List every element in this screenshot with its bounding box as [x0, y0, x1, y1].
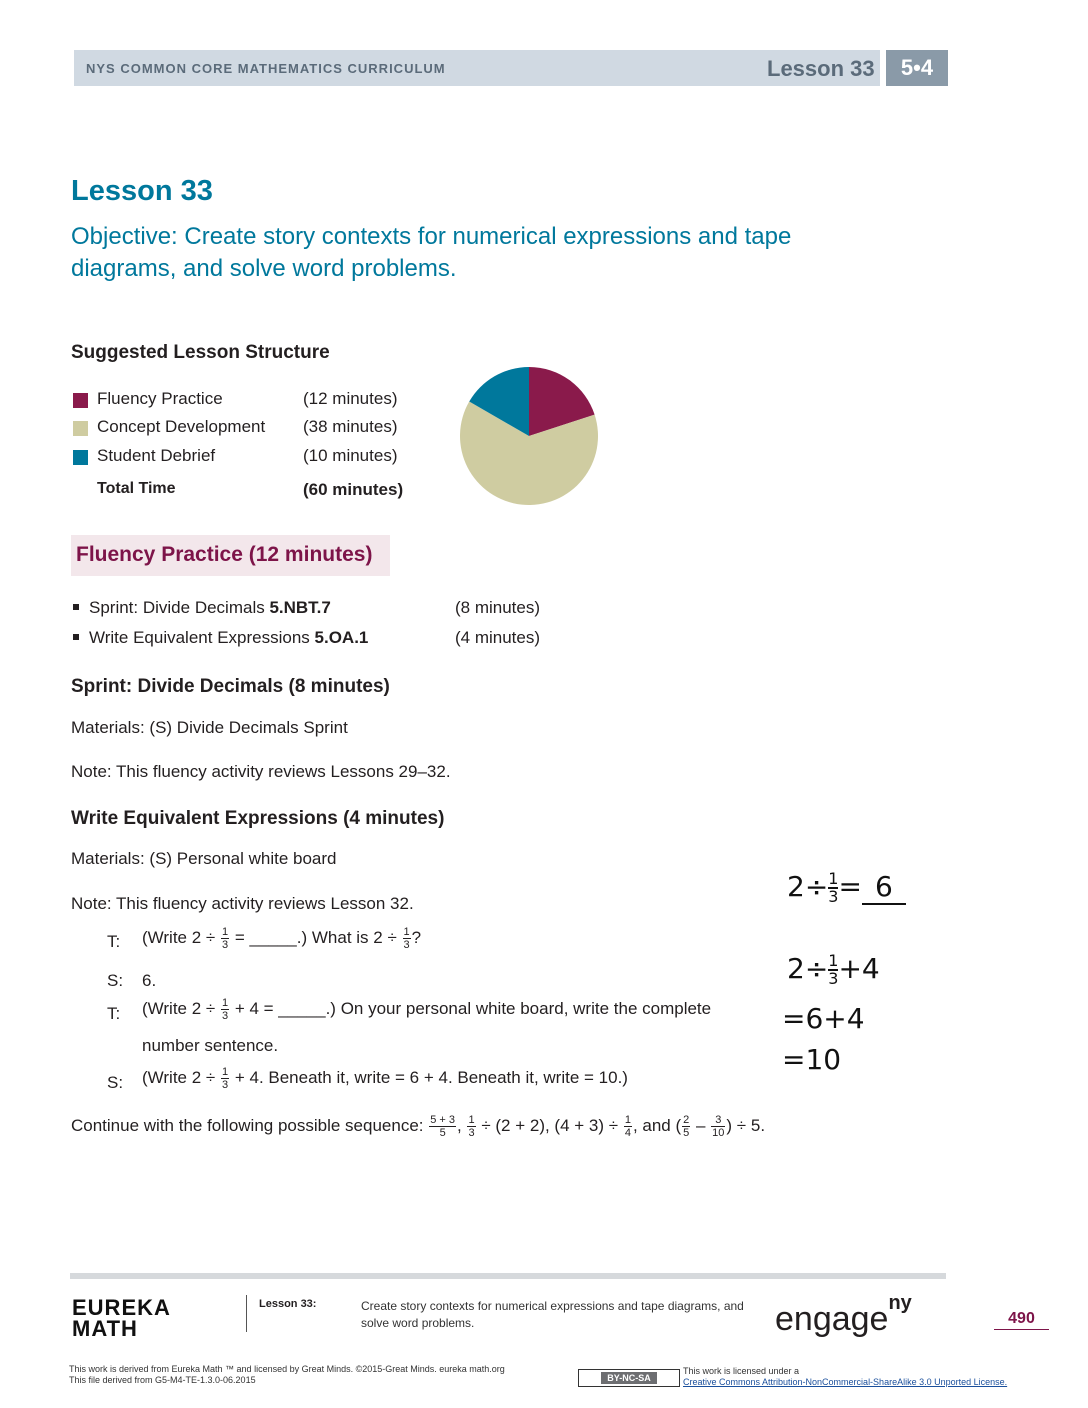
legend-time: (38 minutes) — [303, 417, 398, 436]
wee-note: Note: This fluency activity reviews Lesson 32. — [71, 894, 414, 913]
fraction-one-third: $\frac{1}{3}$ — [403, 926, 410, 951]
fraction-one-fourth: $\frac{1}{4}$ — [624, 1114, 631, 1139]
fraction-three-tenths: $\frac{3}{10}$ — [712, 1114, 725, 1139]
fraction-one-third: $\frac{1}{3}$ — [468, 1114, 475, 1139]
legend-label: Concept Development — [97, 417, 266, 436]
dialogue-s1: 6. — [142, 971, 157, 990]
handwriting-line-1: 2÷ $\frac{1}{3}$ = 6 — [787, 870, 906, 905]
speaker-label: S: — [107, 971, 124, 990]
bullet-icon — [73, 634, 79, 640]
module-badge: 5•4 — [886, 50, 948, 86]
speaker-label: T: — [107, 932, 121, 951]
page-number: 490 — [994, 1310, 1049, 1330]
creative-commons-badge: BY-NC-SA — [578, 1369, 680, 1387]
dialogue-text: ? — [411, 927, 422, 947]
speaker-label: T: — [107, 1004, 121, 1023]
legend-label: Fluency Practice — [97, 389, 223, 408]
footer-divider — [246, 1295, 247, 1332]
dialogue-text: + 4. Beneath it, write = 6 + 4. Beneath it, write = 10.) — [230, 1067, 628, 1087]
footer-lesson: Lesson 33: — [259, 1298, 317, 1310]
sprint-heading: Sprint: Divide Decimals (8 minutes) — [71, 676, 390, 697]
fluency-item-text: Sprint: Divide Decimals — [89, 598, 270, 617]
wee-materials: Materials: (S) Personal white board — [71, 849, 337, 868]
curriculum-label: NYS COMMON CORE MATHEMATICS CURRICULUM — [86, 61, 446, 76]
license-link[interactable]: Creative Commons Attribution-NonCommercial-ShareAlike 3.0 Unported License. — [683, 1377, 1008, 1387]
sprint-materials: Materials: (S) Divide Decimals Sprint — [71, 718, 348, 737]
sequence-text: Continue with the following possible sequence: — [71, 1115, 429, 1135]
fluency-item-time: (4 minutes) — [455, 628, 541, 647]
legend-swatch — [73, 450, 88, 465]
handwritten-fraction: $\frac{1}{3}$ — [828, 951, 839, 988]
fluency-item-text: Write Equivalent Expressions — [89, 628, 315, 647]
license-text: This work is licensed under a Creative Commons Attribution-NonCommercial-ShareAlike 3.0 Unported License. — [683, 1366, 1008, 1387]
header-lesson: Lesson 33 — [767, 56, 875, 81]
speaker-label: S: — [107, 1073, 124, 1092]
legend-label: Student Debrief — [97, 446, 216, 465]
fluency-item-expressions — [73, 628, 541, 648]
legend-time: (10 minutes) — [303, 446, 398, 465]
handwriting-line-4: =10 — [782, 1043, 842, 1076]
dialogue-t2 — [142, 997, 711, 1022]
engageny-logo: engage$^{ny}$ — [775, 1292, 912, 1338]
fraction-one-third: $\frac{1}{3}$ — [221, 997, 229, 1022]
fraction-five-plus-three-over-five: $\frac{5 + 3}{5}$ — [430, 1114, 456, 1139]
continue-sequence — [71, 1114, 765, 1139]
dialogue-text: (Write 2 ÷ — [142, 927, 220, 947]
fluency-item-standard: 5.NBT.7 — [269, 598, 331, 617]
handwritten-fraction: $\frac{1}{3}$ — [828, 869, 839, 906]
dialogue-text: = _____.) What is 2 ÷ — [230, 927, 402, 947]
legend-swatch — [73, 421, 88, 436]
bullet-icon — [73, 604, 79, 610]
fluency-heading: Fluency Practice (12 minutes) — [76, 543, 373, 566]
fraction-one-third: $\frac{1}{3}$ — [221, 926, 229, 951]
dialogue-t2-line2: number sentence. — [142, 1036, 279, 1055]
sequence-text: , and ( — [632, 1115, 682, 1135]
fluency-item-time: (8 minutes) — [455, 598, 541, 617]
dialogue-t1 — [142, 926, 421, 951]
handwriting-line-3: =6+4 — [782, 1002, 865, 1035]
fluency-item-sprint — [73, 598, 541, 618]
wee-heading: Write Equivalent Expressions (4 minutes) — [71, 808, 445, 829]
objective: Objective: Create story contexts for numerical expressions and tape diagrams, and solve word problems. — [71, 223, 792, 282]
total-time: (60 minutes) — [303, 480, 404, 499]
footer-rule — [70, 1273, 946, 1279]
legend-swatch — [73, 393, 88, 408]
legend-time: (12 minutes) — [303, 389, 398, 408]
footer-description: Create story contexts for numerical expressions and tape diagrams, and solve word problems. — [361, 1299, 744, 1330]
footer-attribution: This work is derived from Eureka Math ™ and licensed by Great Minds. ©2015-Great Minds. eureka math.org This file derived from G5-M4-TE-1.3.0-06.2015 — [69, 1364, 505, 1385]
structure-heading: Suggested Lesson Structure — [71, 342, 330, 363]
fraction-two-fifths: $\frac{2}{5}$ — [683, 1114, 690, 1139]
dialogue-text: (Write 2 ÷ — [142, 998, 220, 1018]
sequence-text: , — [457, 1115, 467, 1135]
sequence-text: ÷ (2 + 2), (4 + 3) ÷ — [476, 1115, 623, 1135]
dialogue-text: + 4 = _____.) On your personal white board, write the complete — [230, 998, 712, 1018]
lesson-structure-pie-chart — [458, 365, 600, 507]
fluency-item-standard: 5.OA.1 — [314, 628, 369, 647]
sequence-text: ) ÷ 5. — [726, 1115, 766, 1135]
handwriting-line-2: 2÷ $\frac{1}{3}$ +4 — [787, 951, 880, 988]
dialogue-s2 — [142, 1066, 628, 1091]
fraction-one-third: $\frac{1}{3}$ — [221, 1066, 229, 1091]
dialogue-text: (Write 2 ÷ — [142, 1067, 220, 1087]
total-label: Total Time — [97, 480, 176, 497]
eureka-math-logo: EUREKA MATH — [72, 1295, 171, 1341]
page-title: Lesson 33 — [71, 175, 213, 207]
sprint-note: Note: This fluency activity reviews Lessons 29–32. — [71, 762, 451, 781]
sequence-text: – — [691, 1115, 711, 1135]
